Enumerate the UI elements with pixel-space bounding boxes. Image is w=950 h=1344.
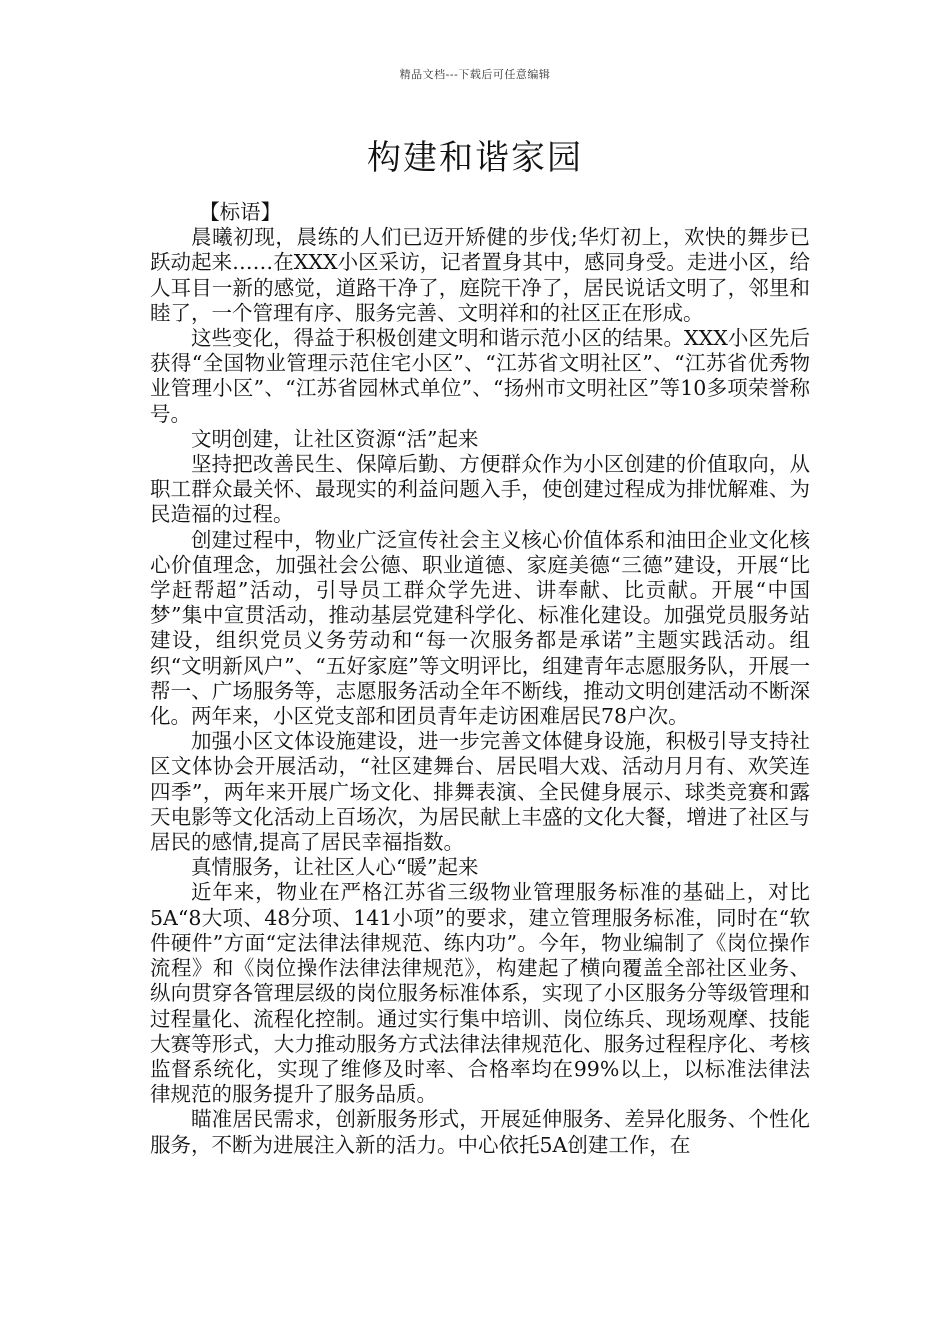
paragraph-livelihood: 坚持把改善民生、保障后勤、方便群众作为小区创建的价值取向，从职工群众最关怀、最现实的利益问题入手，使创建过程成为排忧解难、为民造福的过程。 bbox=[150, 452, 810, 527]
article-body bbox=[150, 200, 810, 1158]
header-note: 精品文档---下载后可任意编辑 bbox=[399, 68, 551, 81]
paragraph-service-standards: 近年来，物业在严格江苏省三级物业管理服务标准的基础上，对比5A“8大项、48分项、141小项”的要求，建立管理服务标准，同时在“软件硬件”方面“定法律法律规范、练内功”。今年，物业编制了《岗位操作流程》和《岗位操作法律法律规范》，构建起了横向覆盖全部社区业务、纵向贯穿各管理层级的岗位服务标准体系，实现了小区服务分等级管理和过程量化、流程化控制。通过实行集中培训、岗位练兵、现场观摩、技能大赛等形式，大力推动服务方式法律法律规范化、服务过程程序化、考核监督系统化，实现了维修及时率、合格率均在99%以上，以标准法律法律规范的服务提升了服务品质。 bbox=[150, 880, 810, 1107]
slogan-label: 【标语】 bbox=[199, 200, 282, 224]
paragraph-resident-needs: 瞄准居民需求，创新服务形式，开展延伸服务、差异化服务、个性化服务，不断为进展注入新的活力。中心依托5A创建工作，在 bbox=[150, 1107, 810, 1157]
paragraph-honors: 这些变化，得益于积极创建文明和谐示范小区的结果。XXX小区先后获得“全国物业管理示范住宅小区”、“江苏省文明社区”、“江苏省优秀物业管理小区”、“江苏省园林式单位”、“扬州市文明社区”等10多项荣誉称号。 bbox=[150, 326, 810, 426]
paragraph-culture-sports: 加强小区文体设施建设，进一步完善文体健身设施，积极引导支持社区文体协会开展活动，“社区建舞台、居民唱大戏、活动月月有、欢笑连四季”，两年来开展广场文化、排舞表演、全民健身展示、球类竞赛和露天电影等文化活动上百场次，为居民献上丰盛的文化大餐，增进了社区与居民的感情,提高了居民幸福指数。 bbox=[150, 729, 810, 855]
section-heading-civilization: 文明创建，让社区资源“活”起来 bbox=[191, 426, 479, 451]
page-title: 构建和谐家园 bbox=[367, 138, 583, 178]
paragraph-intro: 晨曦初现，晨练的人们已迈开矫健的步伐;华灯初上，欢快的舞步已跃动起来……在XXX小区采访，记者置身其中，感同身受。走进小区，给人耳目一新的感觉，道路干净了，庭院干净了，居民说话文明了，邻里和睦了，一个管理有序、服务完善、文明祥和的社区正在形成。 bbox=[150, 225, 810, 325]
section-heading-service: 真情服务，让社区人心“暖”起来 bbox=[191, 855, 479, 880]
paragraph-creation-process: 创建过程中，物业广泛宣传社会主义核心价值体系和油田企业文化核心价值理念，加强社会公德、职业道德、家庭美德“三德”建设，开展“比学赶帮超”活动，引导员工群众学先进、讲奉献、比贡献。开展“中国梦”集中宣贯活动，推动基层党建科学化、标准化建设。加强党员服务站建设，组织党员义务劳动和“每一次服务都是承诺”主题实践活动。组织“文明新风户”、“五好家庭”等文明评比，组建青年志愿服务队，开展一帮一、广场服务等，志愿服务活动全年不断线，推动文明创建活动不断深化。两年来，小区党支部和团员青年走访困难居民78户次。 bbox=[150, 527, 810, 729]
